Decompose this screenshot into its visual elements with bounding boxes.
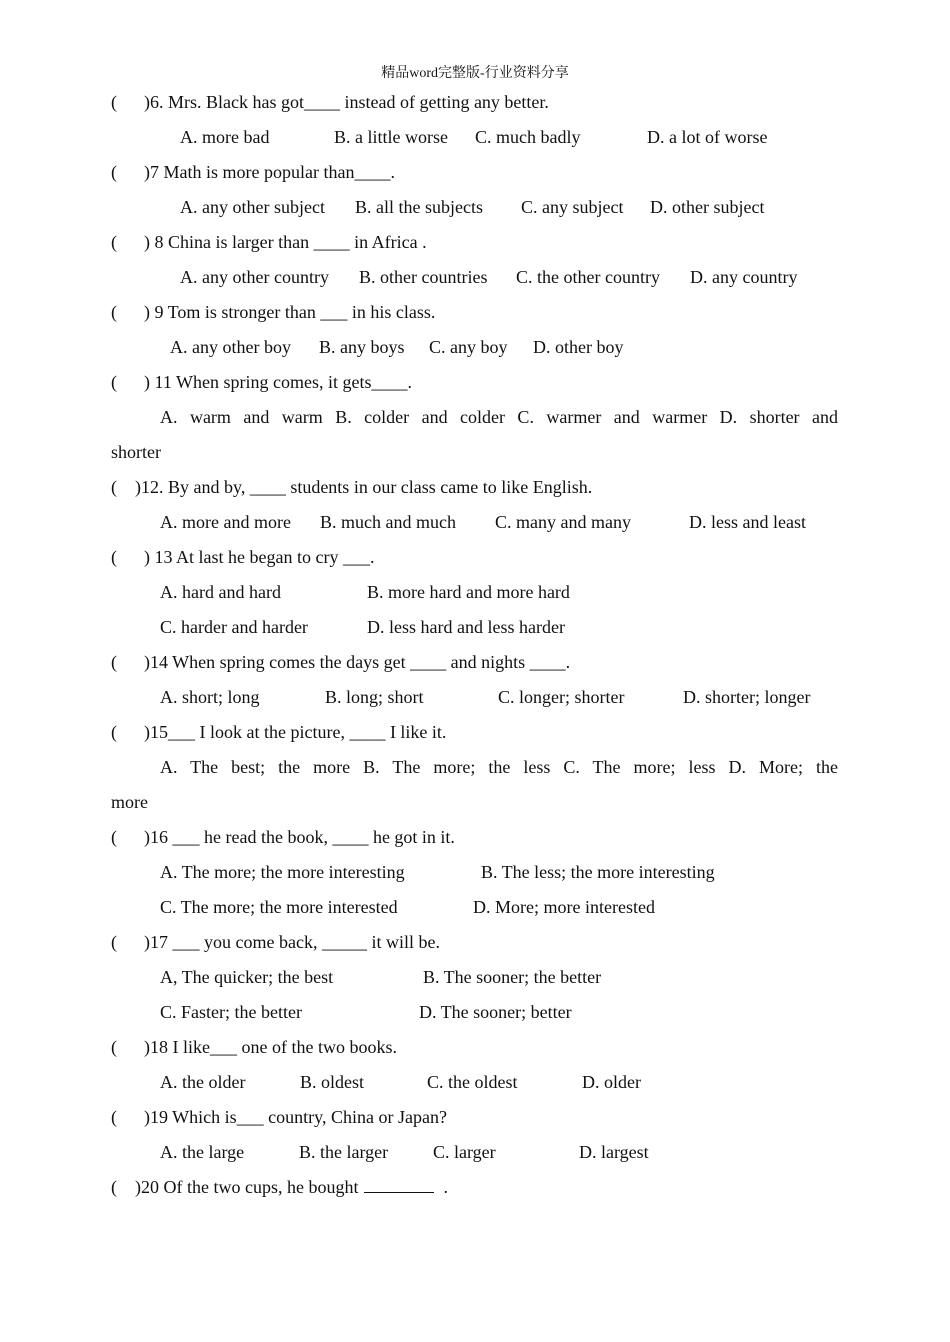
question-13-options-row2	[0, 610, 950, 645]
question-8-stem: ( ) 8 China is larger than ____ in Africa .	[111, 232, 427, 252]
option-b[interactable]: B. oldest	[300, 1072, 365, 1092]
option-a[interactable]: A. the older	[160, 1072, 246, 1092]
option-a[interactable]: A. hard and hard	[160, 582, 281, 602]
option-b[interactable]: B. long; short	[325, 687, 424, 707]
option-a[interactable]: A. more bad	[180, 127, 270, 147]
question-7-stem: ( )7 Math is more popular than____.	[111, 162, 395, 182]
option-b[interactable]: B. other countries	[359, 267, 488, 287]
question-11-options[interactable]: A. warm and warm B. colder and colder C. warmer and warmer D. shorter and	[160, 407, 838, 427]
question-8-options	[0, 260, 950, 295]
option-a[interactable]: A. more and more	[160, 512, 291, 532]
question-18-options	[0, 1065, 950, 1100]
question-17-stem: ( )17 ___ you come back, _____ it will be.	[111, 932, 440, 952]
question-13-options-row1	[0, 575, 950, 610]
option-d[interactable]: D. other boy	[533, 337, 624, 357]
question-6-options	[0, 120, 950, 155]
option-c[interactable]: C. Faster; the better	[160, 1002, 302, 1022]
option-a[interactable]: A. the large	[160, 1142, 245, 1162]
option-c[interactable]: C. much badly	[475, 127, 581, 147]
option-c[interactable]: C. longer; shorter	[498, 687, 625, 707]
option-b[interactable]: B. all the subjects	[355, 197, 483, 217]
option-c[interactable]: C. the oldest	[427, 1072, 518, 1092]
option-d[interactable]: D. older	[582, 1072, 641, 1092]
option-a[interactable]: A. The more; the more interesting	[160, 862, 405, 882]
option-b[interactable]: B. a little worse	[334, 127, 448, 147]
question-16-stem: ( )16 ___ he read the book, ____ he got in it.	[111, 827, 455, 847]
question-16-options-row2	[0, 890, 950, 925]
question-17-options-row2	[0, 995, 950, 1030]
option-d[interactable]: D. shorter; longer	[683, 687, 811, 707]
option-c[interactable]: C. the other country	[516, 267, 660, 287]
option-d[interactable]: D. More; more interested	[473, 897, 655, 917]
option-a[interactable]: A. any other boy	[170, 337, 291, 357]
question-15-options-wrap: more	[111, 792, 148, 812]
option-b[interactable]: B. much and much	[320, 512, 456, 532]
option-b[interactable]: B. any boys	[319, 337, 405, 357]
option-b[interactable]: B. more hard and more hard	[367, 582, 570, 602]
option-a[interactable]: A. any other subject	[180, 197, 325, 217]
option-b[interactable]: B. the larger	[299, 1142, 389, 1162]
question-16-options-row1	[0, 855, 950, 890]
page-header: 精品word完整版-行业资料分享	[381, 66, 569, 81]
question-19-stem: ( )19 Which is___ country, China or Japan?	[111, 1107, 447, 1127]
question-15-stem: ( )15___ I look at the picture, ____ I like it.	[111, 722, 447, 742]
question-20-stem: ( )20 Of the two cups, he bought .	[0, 1170, 950, 1205]
option-d[interactable]: D. other subject	[650, 197, 765, 217]
question-13-stem: ( ) 13 At last he began to cry ___.	[111, 547, 375, 567]
question-9-options	[0, 330, 950, 365]
question-14-stem: ( )14 When spring comes the days get ____ and nights ____.	[111, 652, 571, 672]
option-c[interactable]: C. any subject	[521, 197, 624, 217]
option-c[interactable]: C. The more; the more interested	[160, 897, 398, 917]
question-11-options-wrap: shorter	[111, 442, 161, 462]
question-14-options	[0, 680, 950, 715]
question-9-stem: ( ) 9 Tom is stronger than ___ in his class.	[111, 302, 436, 322]
question-11-stem: ( ) 11 When spring comes, it gets____.	[111, 372, 412, 392]
option-c[interactable]: C. many and many	[495, 512, 631, 532]
question-12-options	[0, 505, 950, 540]
option-c[interactable]: C. harder and harder	[160, 617, 308, 637]
question-15-options[interactable]: A. The best; the more B. The more; the less C. The more; less D. More; the	[160, 757, 838, 777]
option-d[interactable]: D. any country	[690, 267, 798, 287]
option-b[interactable]: B. The sooner; the better	[423, 967, 602, 987]
option-c[interactable]: C. larger	[433, 1142, 496, 1162]
question-19-options	[0, 1135, 950, 1170]
option-d[interactable]: D. less and least	[689, 512, 806, 532]
option-d[interactable]: D. largest	[579, 1142, 649, 1162]
option-b[interactable]: B. The less; the more interesting	[481, 862, 715, 882]
option-c[interactable]: C. any boy	[429, 337, 508, 357]
option-a[interactable]: A. any other country	[180, 267, 329, 287]
question-6-stem: ( )6. Mrs. Black has got____ instead of getting any better.	[111, 92, 549, 112]
answer-blank[interactable]	[364, 1172, 434, 1193]
question-17-options-row1	[0, 960, 950, 995]
option-a[interactable]: A, The quicker; the best	[160, 967, 334, 987]
option-a[interactable]: A. short; long	[160, 687, 260, 707]
option-d[interactable]: D. a lot of worse	[647, 127, 768, 147]
question-12-stem: ( )12. By and by, ____ students in our class came to like English.	[111, 477, 593, 497]
option-d[interactable]: D. The sooner; better	[419, 1002, 572, 1022]
option-d[interactable]: D. less hard and less harder	[367, 617, 565, 637]
question-18-stem: ( )18 I like___ one of the two books.	[111, 1037, 397, 1057]
question-7-options	[0, 190, 950, 225]
